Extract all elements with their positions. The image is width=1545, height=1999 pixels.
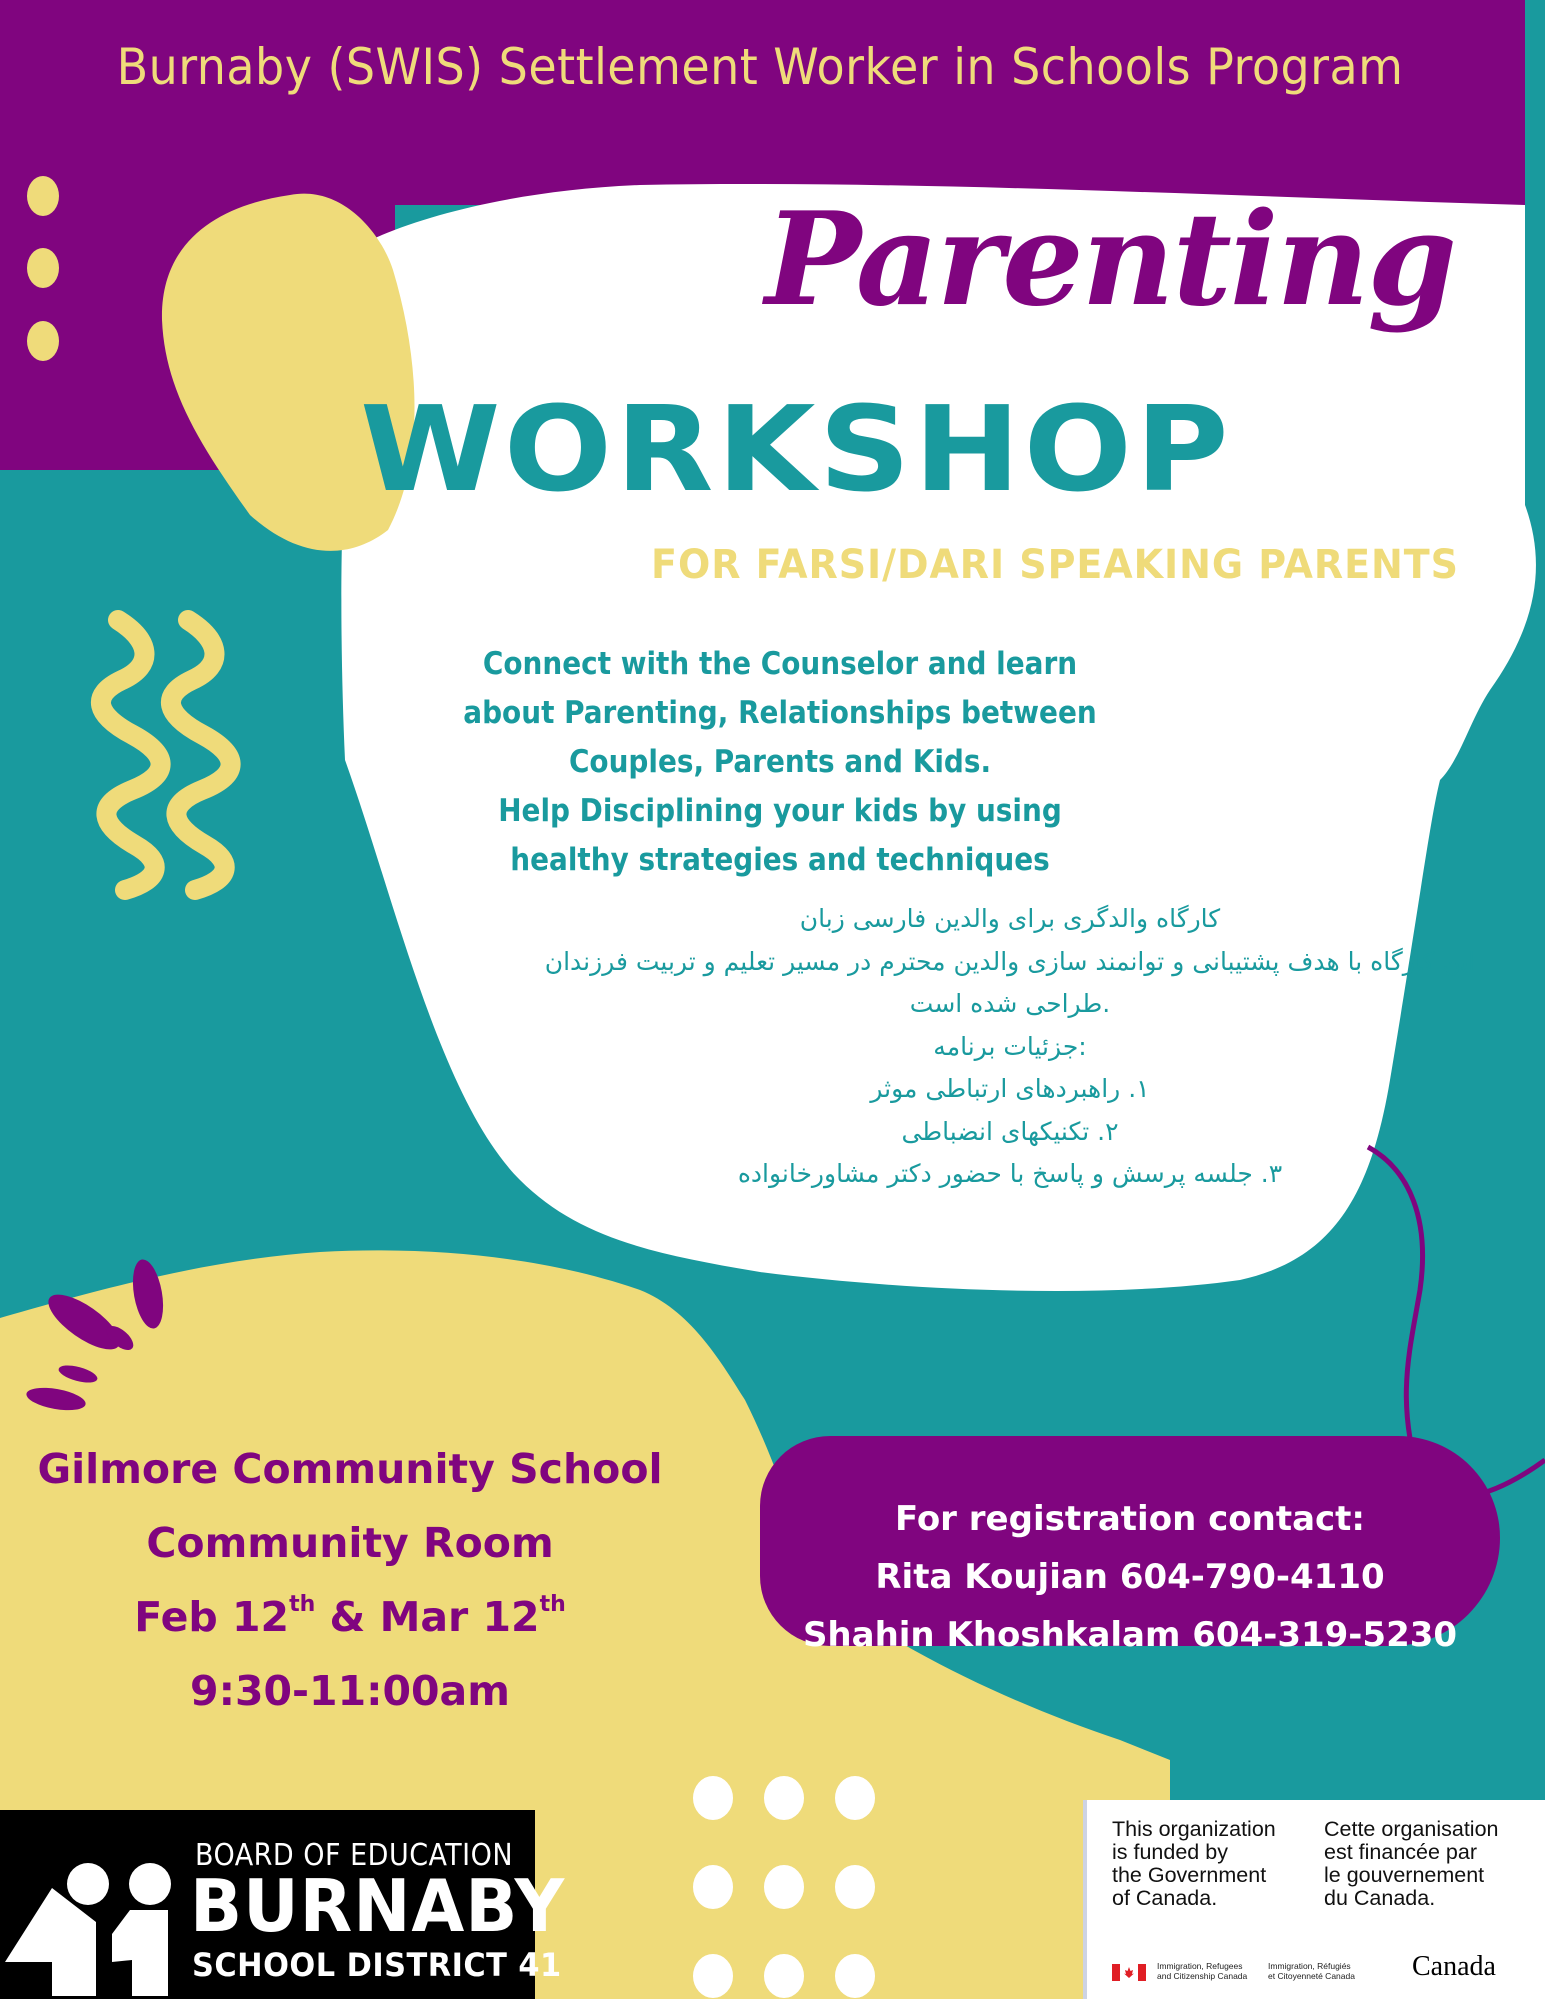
ircc-label-en	[1157, 1961, 1247, 1981]
headline-workshop: WORKSHOP	[360, 380, 1232, 518]
funding-line: du Canada.	[1324, 1886, 1436, 1910]
farsi-line: .طراحی شده است	[909, 989, 1111, 1018]
white-dot-grid	[693, 1776, 875, 1998]
contact-line-shahin: Shahin Khoshkalam 604-319-5230	[802, 1615, 1458, 1655]
english-description	[390, 640, 1170, 885]
venue-room: Community Room	[146, 1519, 554, 1567]
funding-text-en	[1112, 1818, 1276, 1910]
audience-subtitle: FOR FARSI/DARI SPEAKING PARENTS	[651, 542, 1459, 588]
funding-line: the Government	[1112, 1863, 1267, 1887]
venue-details	[20, 1432, 680, 1728]
yellow-dot	[27, 321, 59, 361]
yellow-dot	[27, 248, 59, 288]
funding-text-fr	[1324, 1818, 1499, 1910]
description-line: Couples, Parents and Kids.	[568, 744, 992, 780]
dept-line: and Citizenship Canada	[1157, 1971, 1248, 1981]
description-line: Connect with the Counselor and learn	[482, 646, 1078, 682]
description-line: about Parenting, Relationships between	[463, 695, 1097, 731]
sd41-figures-icon	[0, 1810, 190, 1999]
date-second: Mar 12	[379, 1593, 540, 1641]
program-title: Burnaby (SWIS) Settlement Worker in Schools Program	[116, 38, 1404, 96]
venue-time: 9:30-11:00am	[190, 1667, 510, 1715]
date-second-suffix: th	[539, 1592, 566, 1617]
funding-line: This organization	[1112, 1817, 1276, 1841]
sd-district-label: SCHOOL DISTRICT 41	[192, 1946, 562, 1984]
farsi-line: کارگاه والدگری برای والدین فارسی زبان	[799, 904, 1221, 933]
date-first-suffix: th	[289, 1592, 316, 1617]
dept-line: et Citoyenneté Canada	[1268, 1971, 1355, 1981]
funding-line: is funded by	[1112, 1840, 1228, 1864]
farsi-line: ۱. راهبردهای ارتباطی موثر	[870, 1074, 1150, 1103]
dept-line: Immigration, Réfugiés	[1268, 1961, 1351, 1971]
registration-contact	[770, 1490, 1490, 1664]
funding-line: Cette organisation	[1324, 1817, 1499, 1841]
canada-flag-icon	[1112, 1964, 1146, 1981]
funding-line: of Canada.	[1112, 1886, 1218, 1910]
farsi-description	[470, 898, 1545, 1196]
yellow-dot	[27, 176, 59, 216]
date-joiner: &	[315, 1593, 380, 1641]
contact-line-rita: Rita Koujian 604-790-4110	[875, 1557, 1385, 1597]
ircc-label-fr	[1268, 1961, 1355, 1981]
headline-parenting: Parenting	[765, 185, 1455, 335]
sd-board-label: BOARD OF EDUCATION	[195, 1838, 514, 1873]
canada-wordmark: Canada	[1412, 1951, 1496, 1982]
funding-line: est financée par	[1324, 1840, 1477, 1864]
date-first: Feb 12	[134, 1593, 290, 1641]
dept-line: Immigration, Refugees	[1157, 1961, 1243, 1971]
description-line: healthy strategies and techniques	[510, 842, 1050, 878]
venue-school: Gilmore Community School	[37, 1445, 663, 1493]
description-line: Help Disciplining your kids by using	[498, 793, 1062, 829]
farsi-line: ۳. جلسه پرسش و پاسخ با حضور دکتر مشاورخانواده	[737, 1159, 1283, 1188]
venue-dates	[20, 1580, 680, 1654]
sd-burnaby-label: BURNABY	[190, 1864, 566, 1948]
farsi-line: ۲. تکنیکهای انضباطی	[901, 1116, 1119, 1146]
farsi-line: :جزئیات برنامه	[933, 1031, 1087, 1061]
farsi-line: این کارگاه با هدف پشتیبانی و توانمند سازی والدین محترم در مسیر تعلیم و تربیت فرزندان	[544, 946, 1476, 976]
funding-line: le gouvernement	[1324, 1863, 1485, 1887]
contact-heading: For registration contact:	[894, 1499, 1366, 1539]
